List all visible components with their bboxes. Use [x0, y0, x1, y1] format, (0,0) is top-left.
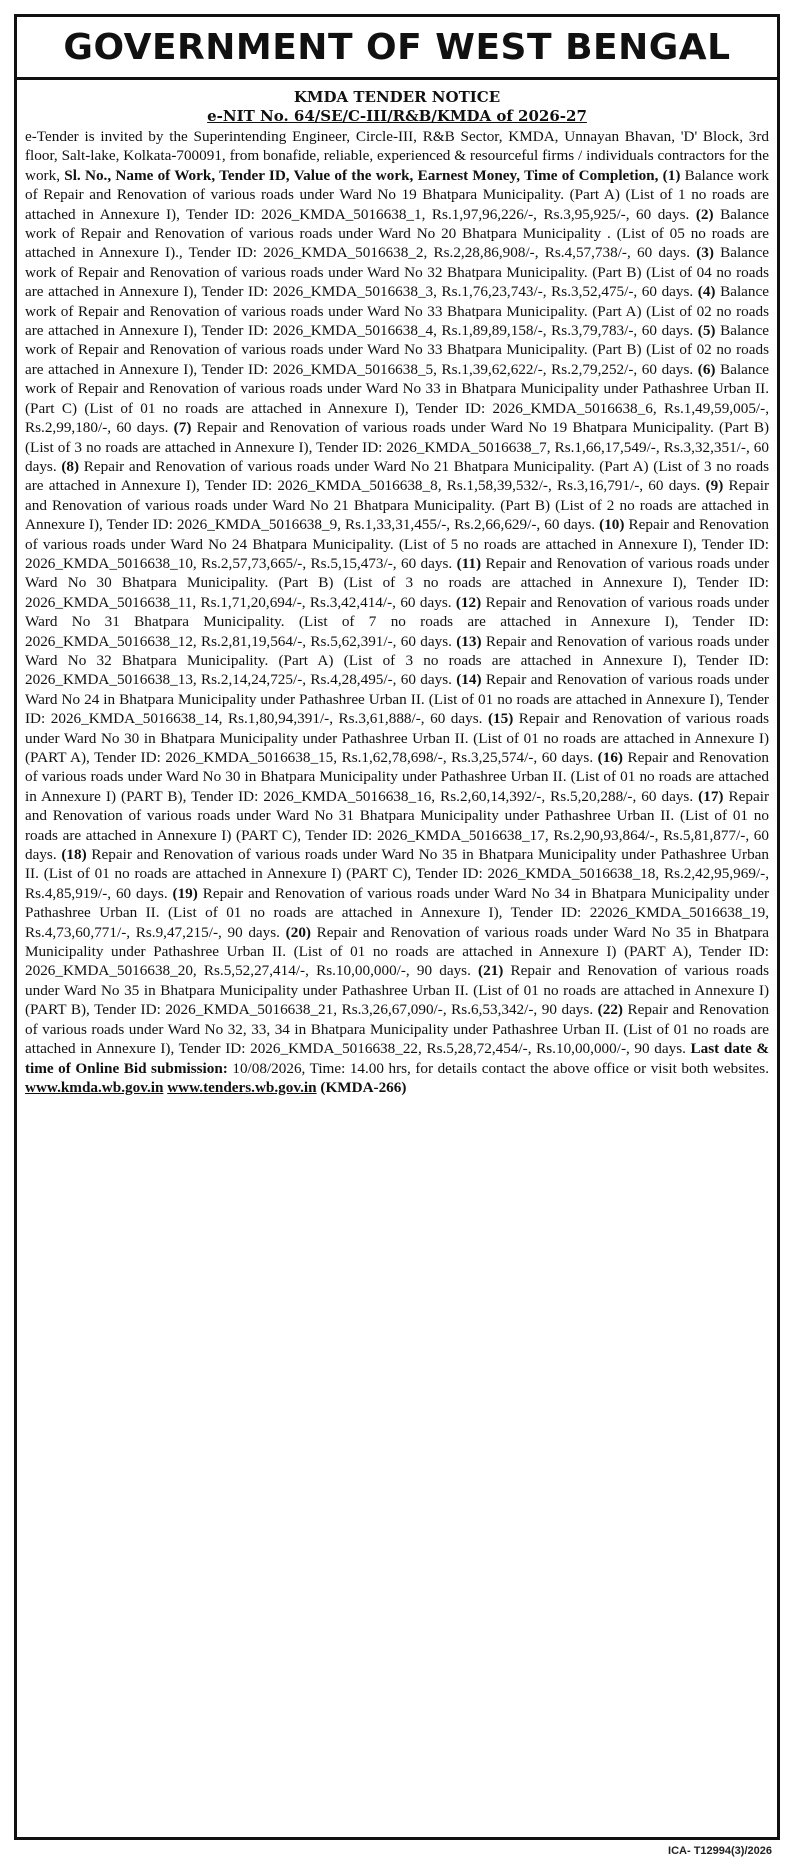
- work-item-number: (5): [697, 322, 716, 340]
- work-item-text: Balance work of Repair and Renovation of various roads under Ward No 33 Bhatpara Municipality. (Part A) (List of 02 no roads are attached in Annexure I), Tender ID: 2026_KMDA_5016638_4, Rs.1,89,89,158/-, Rs.3,79,783/-, 60 days.: [25, 283, 769, 340]
- work-item-text: Repair and Renovation of various roads under Ward No 21 Bhatpara Municipality. (Part B) (List of 2 no roads are attached in Annexure I), Tender ID: 2026_KMDA_5016638_9, Rs.1,33,31,455/-, Rs.2,66,629/-, 60 days.: [25, 477, 770, 534]
- work-item-number: (22): [597, 1001, 623, 1019]
- work-item-text: Repair and Renovation of various roads under Ward No 31 Bhatpara Municipality under Pathashree Urban II. (List of 01 no roads are attached in Annexure I) (PART C), Tender ID: 2026_KMDA_5016638_17, Rs.2,90,93,864/-, Rs.5,81,877/-, 60 days.: [25, 787, 769, 864]
- work-item-text: Repair and Renovation of various roads under Ward No 34 in Bhatpara Municipality under Pathashree Urban II. (List of 01 no roads are attached in Annexure I), Tender ID: 22026_KMDA_5016638_19, Rs.4,73,60,771/-, Rs.9,47,215/-, 90 days.: [25, 884, 769, 941]
- work-item-number: (16): [597, 749, 623, 766]
- work-item-text: Repair and Renovation of various roads under Ward No 30 in Bhatpara Municipality under Pathashree Urban II. (List of 01 no roads are attached in Annexure I) (PART A), Tender ID: 2026_KMDA_5016638_15, Rs.1,62,78,698/-, Rs.3,25,574/-, 60 days.: [25, 710, 770, 766]
- last-date-text: 10/08/2026, Time: 14.00 hrs, for details contact the above office or visit both websites.: [232, 1059, 769, 1077]
- work-item-text: Repair and Renovation of various roads under Ward No 32, 33, 34 in Bhatpara Municipality under Pathashree Urban II. (List of 01 no roads are attached in Annexure I), Tender ID: 2026_KMDA_5016638_22, Rs.5,28,72,454/-, Rs.10,00,000/-, 90 days.: [25, 1001, 770, 1058]
- work-item-number: (10): [599, 516, 625, 534]
- work-item-number: (1): [662, 166, 681, 184]
- tenders-website-link[interactable]: www.tenders.wb.gov.in: [167, 1078, 317, 1096]
- work-item-text: Balance work of Repair and Renovation of various roads under Ward No 20 Bhatpara Municipality . (List of 05 no roads are attached in Annexure I)., Tender ID: 2026_KMDA_5016638_2, Rs.2,28,86,908/-, Rs.4,57,738/-, 60 days.: [25, 205, 770, 262]
- work-item-number: (9): [705, 477, 724, 495]
- government-title: GOVERNMENT OF WEST BENGAL: [63, 26, 731, 68]
- ica-reference: ICA- T12994(3)/2026: [668, 1845, 772, 1857]
- work-item-number: (21): [478, 962, 504, 980]
- work-item-text: Repair and Renovation of various roads under Ward No 21 Bhatpara Municipality. (Part A) (List of 3 no roads are attached in Annexure I), Tender ID: 2026_KMDA_5016638_8, Rs.1,58,39,532/-, Rs.3,16,791/-, 60 days.: [25, 457, 770, 495]
- work-item-text: Balance work of Repair and Renovation of various roads under Ward No 32 Bhatpara Municipality. (Part B) (List of 04 no roads are attached in Annexure I), Tender ID: 2026_KMDA_5016638_3, Rs.1,76,23,743/-, Rs.3,52,475/-, 60 days.: [25, 244, 770, 301]
- work-item-text: Repair and Renovation of various roads under Ward No 35 in Bhatpara Municipality under Pathashree Urban II. (List of 01 no roads are attached in Annexure I) (PART A), Tender ID: 2026_KMDA_5016638_20, Rs.5,52,27,414/-, Rs.10,00,000/-, 90 days.: [25, 923, 770, 980]
- work-item-number: (4): [697, 283, 716, 301]
- work-item-number: (8): [61, 457, 80, 475]
- columns-heading: Sl. No., Name of Work, Tender ID, Value of the work, Earnest Money, Time of Completion,: [64, 166, 659, 184]
- notice-heading: [17, 88, 777, 126]
- kmda-website-link[interactable]: www.kmda.wb.gov.in: [25, 1078, 164, 1096]
- notice-title: KMDA TENDER NOTICE: [293, 88, 501, 106]
- work-item-text: Repair and Renovation of various roads under Ward No 24 in Bhatpara Municipality under Pathashree Urban II. (List of 01 no roads are attached in Annexure I), Tender ID: 2026_KMDA_5016638_14, Rs.1,80,94,391/-, Rs.3,61,888/-, 60 days.: [25, 671, 769, 728]
- work-item-text: Repair and Renovation of various roads under Ward No 35 in Bhatpara Municipality under Pathashree Urban II. (List of 01 no roads are attached in Annexure I) (PART B), Tender ID: 2026_KMDA_5016638_21, Rs.3,26,67,090/-, Rs.6,53,342/-, 90 days.: [25, 962, 770, 1019]
- government-header: [17, 17, 777, 80]
- notice-frame: [14, 14, 780, 1840]
- work-items: [25, 167, 769, 1057]
- work-item-number: (14): [456, 671, 482, 689]
- work-item-number: (2): [695, 205, 714, 223]
- work-item-text: Repair and Renovation of various roads under Ward No 19 Bhatpara Municipality. (Part B) (List of 3 no roads are attached in Annexure I), Tender ID: 2026_KMDA_5016638_7, Rs.1,66,17,549/-, Rs.3,32,351/-, 60 days.: [25, 419, 770, 475]
- work-item-text: Repair and Renovation of various roads under Ward No 32 Bhatpara Municipality. (Part A) (List of 3 no roads are attached in Annexure I), Tender ID: 2026_KMDA_5016638_13, Rs.2,14,24,725/-, Rs.4,28,495/-, 60 days.: [25, 632, 769, 689]
- work-item-text: Balance work of Repair and Renovation of various roads under Ward No 19 Bhatpara Municipality. (Part A) (List of 1 no roads are attached in Annexure I), Tender ID: 2026_KMDA_5016638_1, Rs.1,97,96,226/-, Rs.3,95,925/-, 60 days.: [25, 166, 770, 223]
- work-item-number: (11): [456, 554, 482, 572]
- work-item-number: (6): [697, 360, 716, 378]
- work-item-number: (18): [61, 846, 87, 864]
- work-item: [25, 458, 769, 494]
- nit-number: e-NIT No. 64/SE/C-III/R&B/KMDA of 2026-27: [207, 107, 587, 125]
- work-item-number: (12): [455, 593, 482, 611]
- notice-intro: e-Tender is invited by the Superintending Engineer, Circle-III, R&B Sector, KMDA, Unnayan Bhavan, 'D' Block, 3rd floor, Salt-lake, Kolkata-700091, from bonafide, reliable, experienced & resourceful firms / individuals contractors for the work,: [25, 128, 769, 184]
- work-item-number: (20): [285, 923, 311, 941]
- work-item-number: (17): [698, 787, 724, 805]
- work-item-text: Repair and Renovation of various roads under Ward No 31 Bhatpara Municipality. (List of 7 no roads are attached in Annexure I), Tender ID: 2026_KMDA_5016638_12, Rs.2,81,19,564/-, Rs.5,62,391/-, 60 days.: [25, 593, 769, 650]
- work-item-text: Repair and Renovation of various roads under Ward No 24 Bhatpara Municipality. (List of 5 no roads are attached in Annexure I), Tender ID: 2026_KMDA_5016638_10, Rs.2,57,73,665/-, Rs.5,15,473/-, 60 days.: [25, 516, 770, 572]
- notice-body: [17, 127, 777, 1097]
- work-item-text: Repair and Renovation of various roads under Ward No 30 Bhatpara Municipality. (Part B) (List of 3 no roads are attached in Annexure I), Tender ID: 2026_KMDA_5016638_11, Rs.1,71,20,694/-, Rs.3,42,414/-, 60 days.: [25, 554, 770, 611]
- work-item-text: Repair and Renovation of various roads under Ward No 30 in Bhatpara Municipality under Pathashree Urban II. (List of 01 no roads are attached in Annexure I) (PART B), Tender ID: 2026_KMDA_5016638_16, Rs.2,60,14,392/-, Rs.5,20,288/-, 60 days.: [25, 749, 770, 805]
- notice-code: (KMDA-266): [320, 1078, 407, 1096]
- work-item-number: (7): [173, 419, 192, 437]
- last-date-label: Last date & time of Online Bid submission:: [25, 1040, 770, 1077]
- work-item-number: (15): [487, 710, 514, 728]
- work-item-number: (19): [172, 884, 198, 902]
- work-item-number: (13): [456, 632, 482, 650]
- work-item-text: Balance work of Repair and Renovation of various roads under Ward No 33 in Bhatpara Municipality under Pathashree Urban II. (Part C) (List of 01 no roads are attached in Annexure I), Tender ID: 2026_KMDA_5016638_6, Rs.1,49,59,005/-, Rs.2,99,180/-, 60 days.: [25, 360, 769, 437]
- work-item-text: Repair and Renovation of various roads under Ward No 35 in Bhatpara Municipality under Pathashree Urban II. (List of 01 no roads are attached in Annexure I) (PART C), Tender ID: 2026_KMDA_5016638_18, Rs.2,42,95,969/-, Rs.4,85,919/-, 60 days.: [25, 846, 770, 902]
- work-item-text: Balance work of Repair and Renovation of various roads under Ward No 33 Bhatpara Municipality. (Part B) (List of 02 no roads are attached in Annexure I), Tender ID: 2026_KMDA_5016638_5, Rs.1,39,62,622/-, Rs.2,79,252/-, 60 days.: [25, 322, 769, 378]
- work-item-number: (3): [696, 244, 714, 262]
